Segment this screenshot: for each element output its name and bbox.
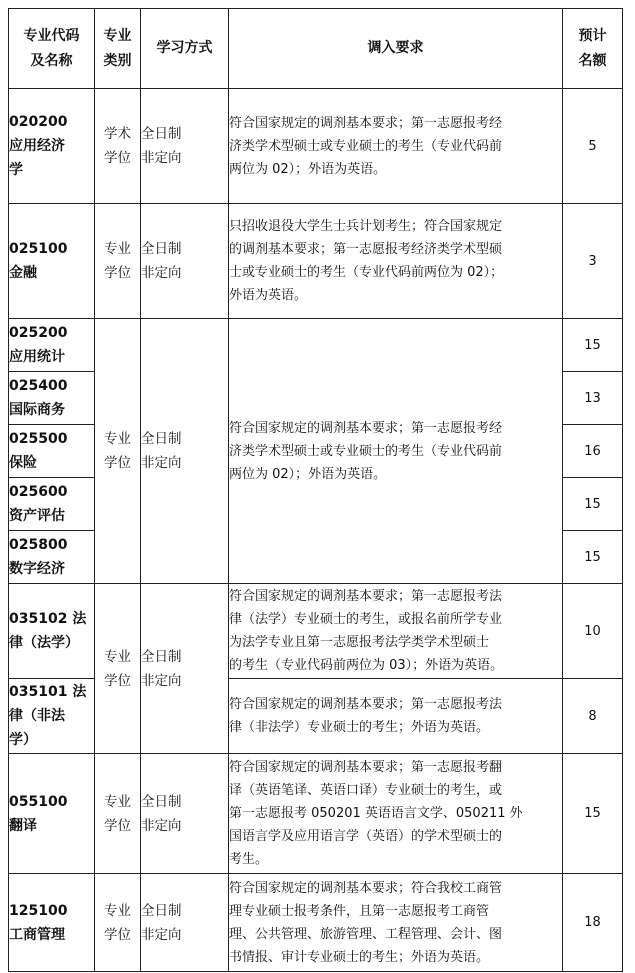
major-category: 专业 学位 bbox=[95, 319, 141, 584]
requirement: 符合国家规定的调剂基本要求；第一志愿报考翻 译（英语笔译、英语口译）专业硕士的考生，或 第一志愿报考 050201 英语语言文学、050211 外 国语言学及应用语言学（英语）的学术型硕士的 考生。 bbox=[229, 754, 563, 874]
major-code-name: 025100 金融 bbox=[9, 204, 95, 319]
header-code-name: 专业代码 及名称 bbox=[9, 9, 95, 89]
header-mode: 学习方式 bbox=[141, 9, 229, 89]
major-category: 专业 学位 bbox=[95, 584, 141, 754]
major-code-name: 025800 数字经济 bbox=[9, 531, 95, 584]
requirement: 只招收退役大学生士兵计划考生；符合国家规定 的调剂基本要求；第一志愿报考经济类学术型硕 士或专业硕士的考生（专业代码前两位为 02）； 外语为英语。 bbox=[229, 204, 563, 319]
header-requirement: 调入要求 bbox=[229, 9, 563, 89]
quota: 3 bbox=[563, 204, 623, 319]
major-category: 学术 学位 bbox=[95, 89, 141, 204]
requirement: 符合国家规定的调剂基本要求；第一志愿报考经 济类学术型硕士或专业硕士的考生（专业代码前 两位为 02）；外语为英语。 bbox=[229, 89, 563, 204]
study-mode: 全日制 非定向 bbox=[141, 754, 229, 874]
admission-table bbox=[8, 8, 623, 972]
major-code-name: 055100 翻译 bbox=[9, 754, 95, 874]
header-quota: 预计 名额 bbox=[563, 9, 623, 89]
requirement: 符合国家规定的调剂基本要求；第一志愿报考法 律（法学）专业硕士的考生，或报名前所学专业 为法学专业且第一志愿报考法学类学术型硕士 的考生（专业代码前两位为 03）；外语为英语。 bbox=[229, 584, 563, 679]
table-row bbox=[9, 584, 623, 679]
study-mode: 全日制 非定向 bbox=[141, 204, 229, 319]
requirement: 符合国家规定的调剂基本要求；符合我校工商管 理专业硕士报考条件，且第一志愿报考工商管 理、公共管理、旅游管理、工程管理、会计、图 书情报、审计专业硕士的考生；外语为英语。 bbox=[229, 874, 563, 972]
quota: 18 bbox=[563, 874, 623, 972]
quota: 8 bbox=[563, 679, 623, 754]
major-code-name: 025500 保险 bbox=[9, 425, 95, 478]
header-row bbox=[9, 9, 623, 89]
table-row bbox=[9, 319, 623, 372]
table-row bbox=[9, 754, 623, 874]
major-code-name: 035101 法 律（非法 学） bbox=[9, 679, 95, 754]
quota: 16 bbox=[563, 425, 623, 478]
quota: 15 bbox=[563, 754, 623, 874]
major-category: 专业 学位 bbox=[95, 754, 141, 874]
header-category: 专业 类别 bbox=[95, 9, 141, 89]
table-row bbox=[9, 89, 623, 204]
major-category: 专业 学位 bbox=[95, 204, 141, 319]
table-row bbox=[9, 874, 623, 972]
table-row bbox=[9, 204, 623, 319]
major-code-name: 125100 工商管理 bbox=[9, 874, 95, 972]
major-code-name: 020200 应用经济 学 bbox=[9, 89, 95, 204]
major-code-name: 025600 资产评估 bbox=[9, 478, 95, 531]
study-mode: 全日制 非定向 bbox=[141, 584, 229, 754]
quota: 15 bbox=[563, 319, 623, 372]
quota: 15 bbox=[563, 531, 623, 584]
study-mode: 全日制 非定向 bbox=[141, 319, 229, 584]
major-code-name: 035102 法 律（法学） bbox=[9, 584, 95, 679]
major-category: 专业 学位 bbox=[95, 874, 141, 972]
study-mode: 全日制 非定向 bbox=[141, 89, 229, 204]
quota: 10 bbox=[563, 584, 623, 679]
study-mode: 全日制 非定向 bbox=[141, 874, 229, 972]
requirement: 符合国家规定的调剂基本要求；第一志愿报考法 律（非法学）专业硕士的考生；外语为英语。 bbox=[229, 679, 563, 754]
quota: 5 bbox=[563, 89, 623, 204]
major-code-name: 025400 国际商务 bbox=[9, 372, 95, 425]
major-code-name: 025200 应用统计 bbox=[9, 319, 95, 372]
quota: 13 bbox=[563, 372, 623, 425]
quota: 15 bbox=[563, 478, 623, 531]
requirement: 符合国家规定的调剂基本要求；第一志愿报考经 济类学术型硕士或专业硕士的考生（专业代码前 两位为 02）；外语为英语。 bbox=[229, 319, 563, 584]
